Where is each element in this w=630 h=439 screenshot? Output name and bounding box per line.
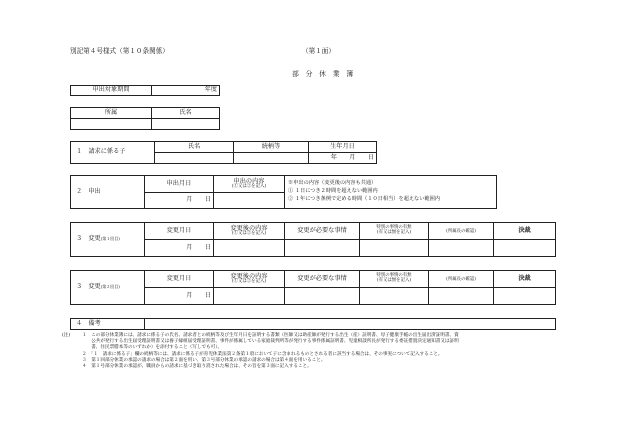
footnote-line: 書、住民票謄本等のいずれか）を添付すること（写しでも可）。: [82, 345, 223, 351]
remarks-field[interactable]: [145, 319, 556, 330]
change1-content-header: [214, 223, 285, 240]
dept-label: 所属: [71, 108, 152, 119]
name-field[interactable]: [152, 119, 220, 130]
change1-approval-field[interactable]: [494, 240, 556, 257]
change1-evidence-field[interactable]: [360, 240, 429, 257]
change2-content-sub: (①又は②を記入): [231, 279, 267, 285]
application-content-field[interactable]: [214, 193, 285, 209]
page-label: （第１面）: [302, 47, 335, 55]
dept-field[interactable]: [71, 119, 152, 130]
footnote-marker: (注): [62, 333, 71, 338]
change2-approval-header: 決裁: [494, 271, 556, 288]
note-2: ② １年につき条例で定める時間（１０日相当）を超えない範囲内: [288, 195, 440, 202]
change1-label-text: ３ 変更: [76, 235, 101, 243]
change2-approval-field[interactable]: [494, 288, 556, 305]
change2-date-format: 月 日: [186, 291, 211, 299]
footnote-line: 公共が発行する出生届受理証明書又は養子縁組届受理証明書、事件が係属している家庭裁判所等が発行する事件係属証明書、児童相談所長が発行する委託措置決定通知書又は証明: [82, 339, 459, 345]
change1-content-sub: (①又は②を記入): [231, 231, 267, 237]
change2-content-field[interactable]: [214, 288, 285, 305]
change2-reason-header: 変更が必要な事情: [285, 271, 360, 288]
change2-confirm-text: (所属長の確認): [446, 276, 476, 282]
name-label: 氏名: [152, 108, 220, 119]
form-title: 部 分 休 業 簿: [292, 70, 354, 78]
remarks-table: [70, 318, 556, 330]
change1-date-header: 変更月日: [145, 223, 214, 240]
change2-content-text: 変更後の内容: [230, 273, 268, 281]
footnote-line: ４ 第１号部分休業の承認が、職員からの請求に基づき取り消された場合は、その旨を第３面に記入すること。: [82, 363, 312, 369]
note-1: ① １日につき２時間を超えない範囲内: [288, 188, 378, 195]
footnotes: [82, 333, 552, 370]
change1-content-text: 変更後の内容: [230, 225, 268, 233]
application-date-format: 月 日: [186, 196, 211, 204]
content-header-sub: (①又は②を記入): [231, 184, 267, 190]
change2-suffix: (第２回目): [100, 284, 120, 290]
change2-content-header: [214, 271, 285, 288]
change1-reason-field[interactable]: [285, 240, 360, 257]
section1-table: [70, 141, 377, 164]
change2-label-text: ３ 変更: [76, 283, 101, 291]
change1-confirm-field[interactable]: [429, 240, 494, 257]
change1-confirm-header: [429, 223, 494, 240]
change2-reason-field[interactable]: [285, 288, 360, 305]
change1-evidence-header: [360, 223, 429, 240]
period-year-field[interactable]: [152, 86, 220, 96]
change2-label: [71, 271, 145, 305]
section2-table: [70, 175, 497, 209]
remarks-label: ４ 備考: [71, 319, 145, 330]
change2-evidence-field[interactable]: [360, 288, 429, 305]
note-0: ※申出の内容（変更後の内容も共通）: [288, 180, 377, 187]
change2-table: [70, 270, 556, 305]
form-number: 別記第４号様式（第１０条関係）: [70, 47, 169, 55]
section1-label: １ 請求に係る子: [71, 142, 155, 164]
application-notes: [285, 176, 497, 209]
section2-label: ２ 申出: [71, 176, 145, 209]
period-table: [70, 85, 220, 96]
year-suffix: 年度: [204, 86, 217, 94]
content-header-text: 申出の内容: [233, 178, 265, 186]
footnote-line: ２ 「１ 請求に係る子」欄の続柄等には、請求に係る子が育児休業法第２条第１項において子に含まれるものとされる者に該当する場合は、その事実について記入すること。: [82, 351, 443, 357]
birth-date-field[interactable]: [309, 153, 377, 164]
change2-confirm-field[interactable]: [429, 288, 494, 305]
period-label: 申出対象期間: [71, 86, 152, 96]
change2-date-header: 変更月日: [145, 271, 214, 288]
footnote-line: １ この部分休業簿には、請求に係る子の氏名、請求者との続柄等及び生年月日を証明する書類（医師又は助産師が発行する出生（産）証明書、母子健康手帳の出生届出済証明書、資: [82, 333, 459, 338]
change2-evidence-sub: (有又は無を記入): [376, 278, 412, 283]
change1-approval-header: 決裁: [494, 223, 556, 240]
change2-confirm-header: [429, 271, 494, 288]
change1-date-format: 月 日: [186, 243, 211, 251]
relation-field[interactable]: [234, 153, 309, 164]
change1-date-field[interactable]: [145, 240, 214, 257]
change1-evidence-sub: (有又は無を記入): [376, 230, 412, 235]
change1-table: [70, 222, 556, 257]
child-name-header: 氏名: [155, 142, 234, 153]
change1-label: [71, 223, 145, 257]
application-date-field[interactable]: [145, 193, 214, 209]
change1-confirm-text: (所属長の確認): [446, 228, 476, 234]
child-name-field[interactable]: [155, 153, 234, 164]
footnote-line: ３ 第１回部分休業の承認の請求の場合は第２面を用い、第３号部分休業の承認の請求の場合は第４面を用いること。: [82, 357, 326, 363]
application-content-header: [214, 176, 285, 193]
change1-suffix: (第１回目): [100, 236, 120, 242]
change1-reason-header: 変更が必要な事情: [285, 223, 360, 240]
birth-format: 年 月 日: [330, 153, 374, 161]
application-date-header: 申出月日: [145, 176, 214, 193]
person-table: [70, 107, 220, 130]
change2-evidence-text: 特別の事情の有無: [376, 273, 412, 279]
change1-content-field[interactable]: [214, 240, 285, 257]
change2-date-field[interactable]: [145, 288, 214, 305]
relation-header: 続柄等: [234, 142, 309, 153]
change2-evidence-header: [360, 271, 429, 288]
birth-header: 生年月日: [309, 142, 377, 153]
change1-evidence-text: 特別の事情の有無: [376, 225, 412, 231]
